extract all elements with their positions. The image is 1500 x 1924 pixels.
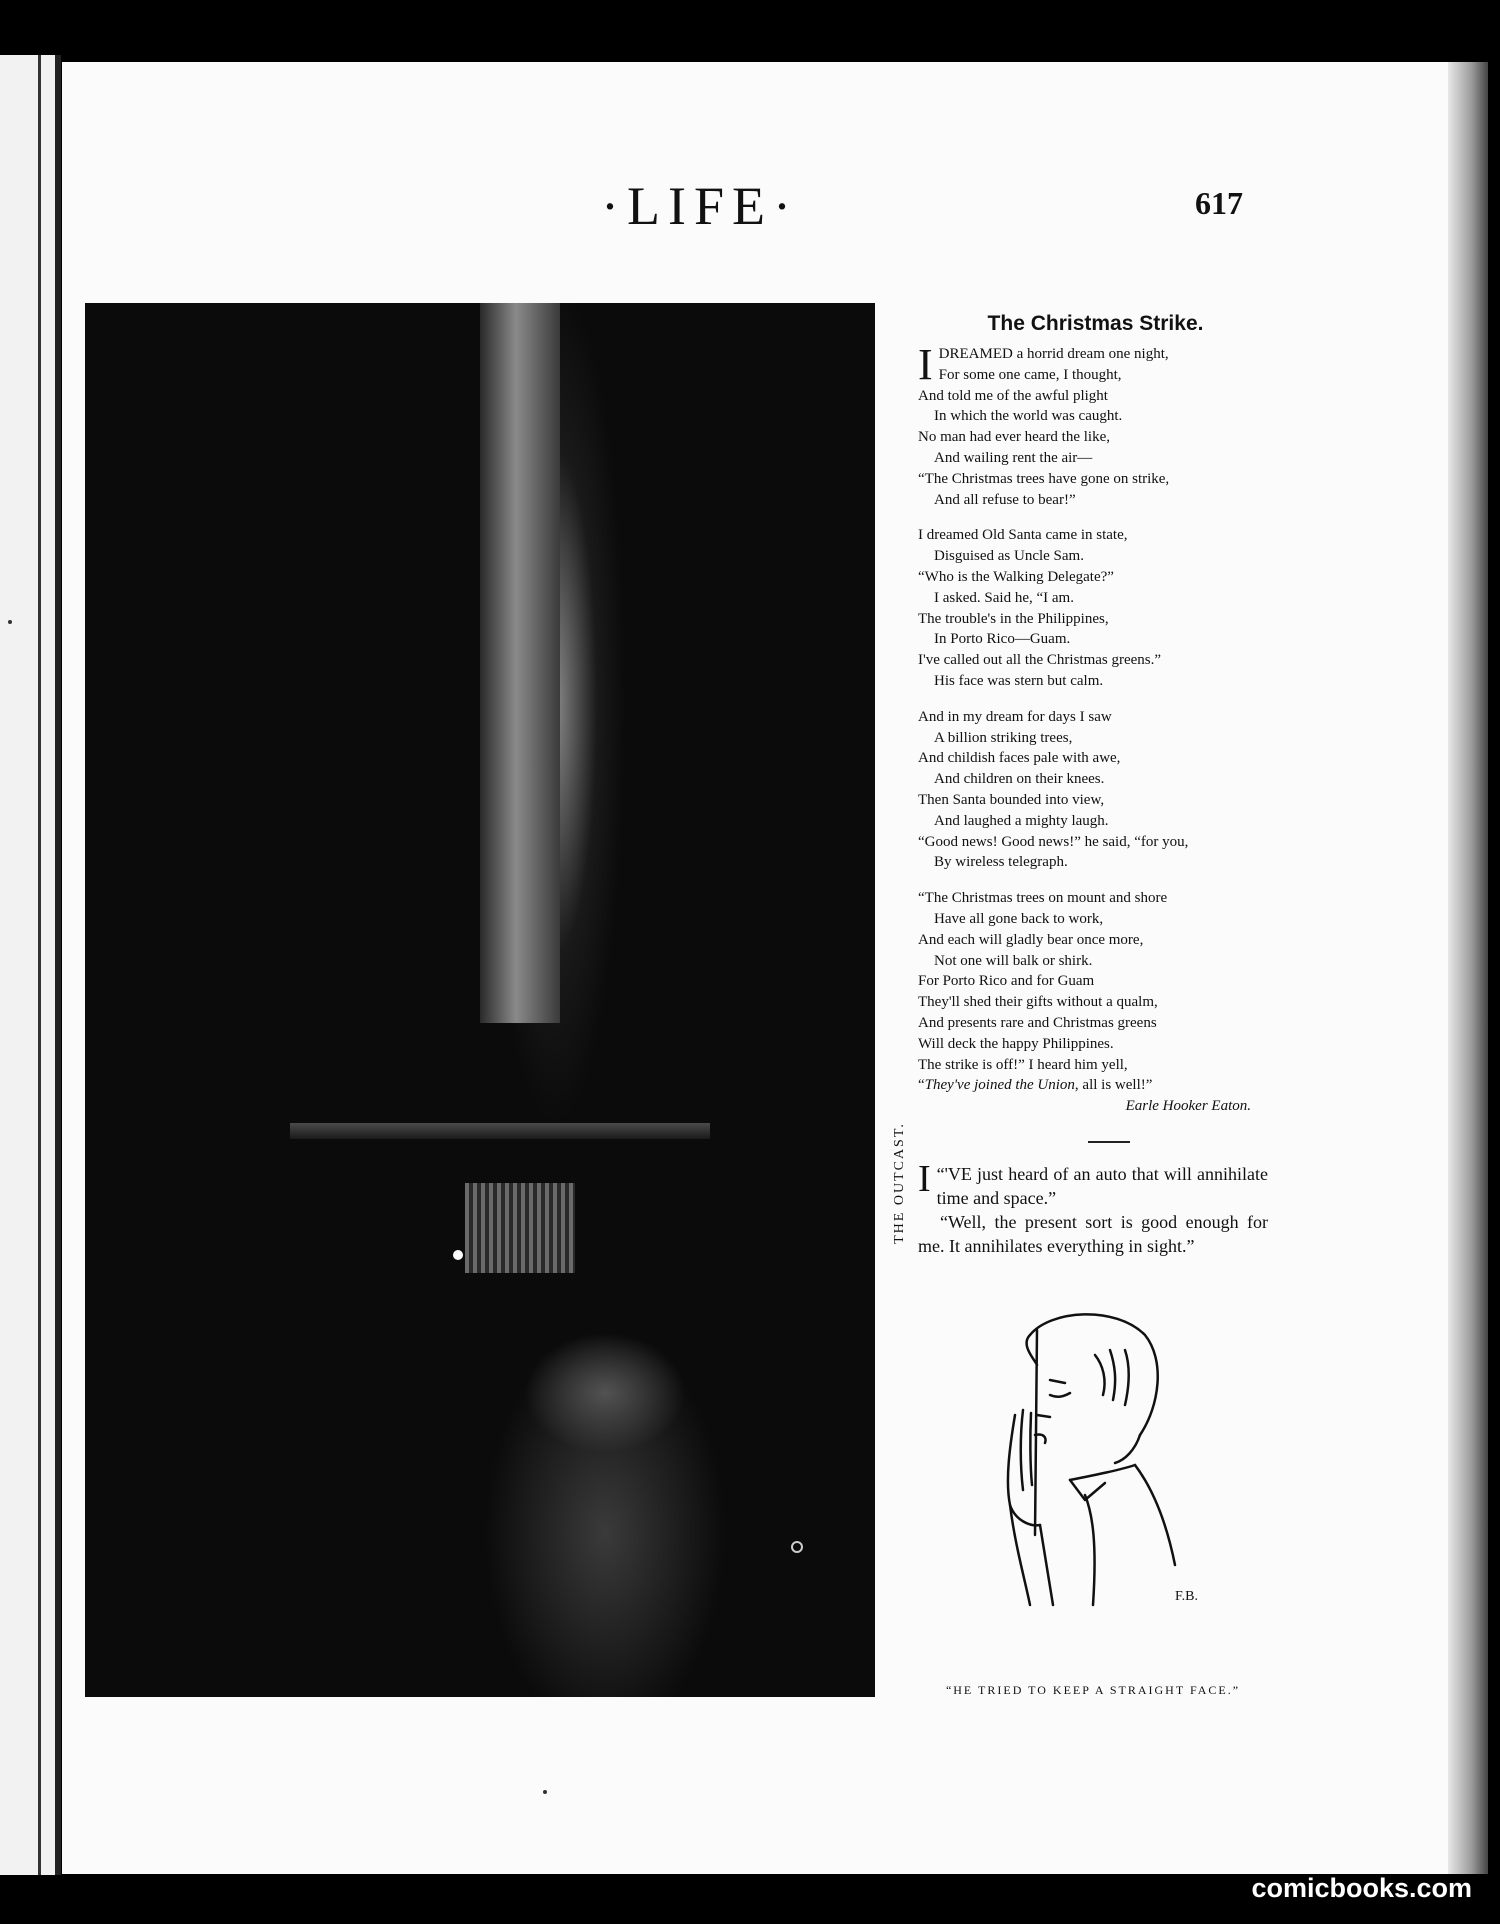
poem-line: “Good news! Good news!” he said, “for you,: [918, 833, 1189, 850]
joke-line-2: “Well, the present sort is good enough for me. It annihilates everything in sight.”: [918, 1212, 1268, 1256]
joke-drop-cap: I: [918, 1158, 931, 1200]
poem-body: [918, 340, 1273, 1132]
poem-line: And each will gladly bear once more,: [918, 931, 1144, 948]
masthead-title: ·LIFE·: [601, 176, 799, 236]
poem-line: I've called out all the Christmas greens.”: [918, 652, 1162, 669]
margin-speck: [543, 1790, 547, 1794]
poem-line: I asked. Said he, “I am.: [934, 589, 1074, 606]
poem-line: And presents rare and Christmas greens: [918, 1014, 1157, 1031]
poem-line: “Who is the Walking Delegate?”: [918, 568, 1114, 585]
poem-line: His face was stern but calm.: [934, 672, 1104, 689]
poem-last-line: “They've joined the Union, all is well!”: [918, 1077, 1153, 1094]
page-number: 617: [1195, 185, 1243, 221]
poem-title: The Christmas Strike.: [987, 312, 1204, 335]
poem-line: “The Christmas trees have gone on strike,: [918, 470, 1170, 487]
previous-page-edge: [0, 55, 61, 1875]
auto-joke: [918, 1158, 1268, 1258]
poem-line: Then Santa bounded into view,: [918, 791, 1105, 808]
poem-stanza-4: [918, 888, 1273, 1117]
poem-line: And all refuse to bear!”: [934, 491, 1076, 508]
poem-line: For some one came, I thought,: [938, 366, 1122, 383]
page-curl-edge: [1448, 62, 1488, 1874]
union-phrase: They've joined the Union: [924, 1077, 1075, 1094]
poem-line: And children on their knees.: [934, 771, 1105, 788]
poem-author: Earle Hooker Eaton.: [1125, 1098, 1251, 1115]
poem-line: In which the world was caught.: [934, 408, 1123, 425]
artist-signature: F.B.: [1175, 1589, 1199, 1604]
poem-line: DREAMED a horrid dream one night,: [938, 346, 1169, 362]
poem-line: In Porto Rico—Guam.: [934, 631, 1071, 648]
shoulder-line: [1135, 1465, 1175, 1565]
poem-stanza-2: [918, 525, 1273, 691]
poem-line: A billion striking trees,: [934, 729, 1073, 746]
poem-line: And childish faces pale with awe,: [918, 750, 1121, 767]
photo-caption: [880, 1065, 920, 1325]
poem-line: And in my dream for days I saw: [918, 708, 1112, 725]
cartoon-caption: “HE TRIED TO KEEP A STRAIGHT FACE.”: [945, 1683, 1241, 1697]
poem-line: They'll shed their gifts without a qualm,: [918, 994, 1158, 1011]
poem-drop-cap: I: [918, 340, 933, 389]
poem-line: “The Christmas trees on mount and shore: [918, 890, 1168, 907]
poem-line: I dreamed Old Santa came in state,: [918, 527, 1128, 544]
poem-line: Disguised as Uncle Sam.: [934, 548, 1084, 565]
poem-line: And laughed a mighty laugh.: [934, 812, 1109, 829]
section-divider: [1088, 1141, 1130, 1143]
poem-line: By wireless telegraph.: [934, 854, 1068, 871]
poem-line: The trouble's in the Philippines,: [918, 610, 1109, 627]
poem-line: And told me of the awful plight: [918, 387, 1108, 404]
poem-line: Will deck the happy Philippines.: [918, 1035, 1114, 1052]
margin-speck: [8, 620, 12, 624]
poem-line: And wailing rent the air—: [934, 449, 1093, 466]
photo-caption-text: THE OUTCAST.: [892, 1122, 907, 1244]
poem-stanza-1: [918, 340, 1273, 510]
watermark: comicbooks.com: [1251, 1873, 1472, 1903]
joke-line-1: “ I 'VE just heard of an auto that will annihilate time and space.”: [918, 1158, 1268, 1208]
poem-line: No man had ever heard the like,: [918, 429, 1111, 446]
poem-line: The strike is off!” I heard him yell,: [918, 1056, 1128, 1073]
poem-line: Have all gone back to work,: [934, 910, 1104, 927]
straight-face-cartoon: [975, 1305, 1235, 1615]
poem-stanza-3: [918, 707, 1273, 873]
outcast-photograph: [85, 303, 875, 1697]
poem-line: For Porto Rico and for Guam: [918, 973, 1095, 990]
poem-line: Not one will balk or shirk.: [934, 952, 1093, 969]
collar-line: [1070, 1465, 1135, 1480]
